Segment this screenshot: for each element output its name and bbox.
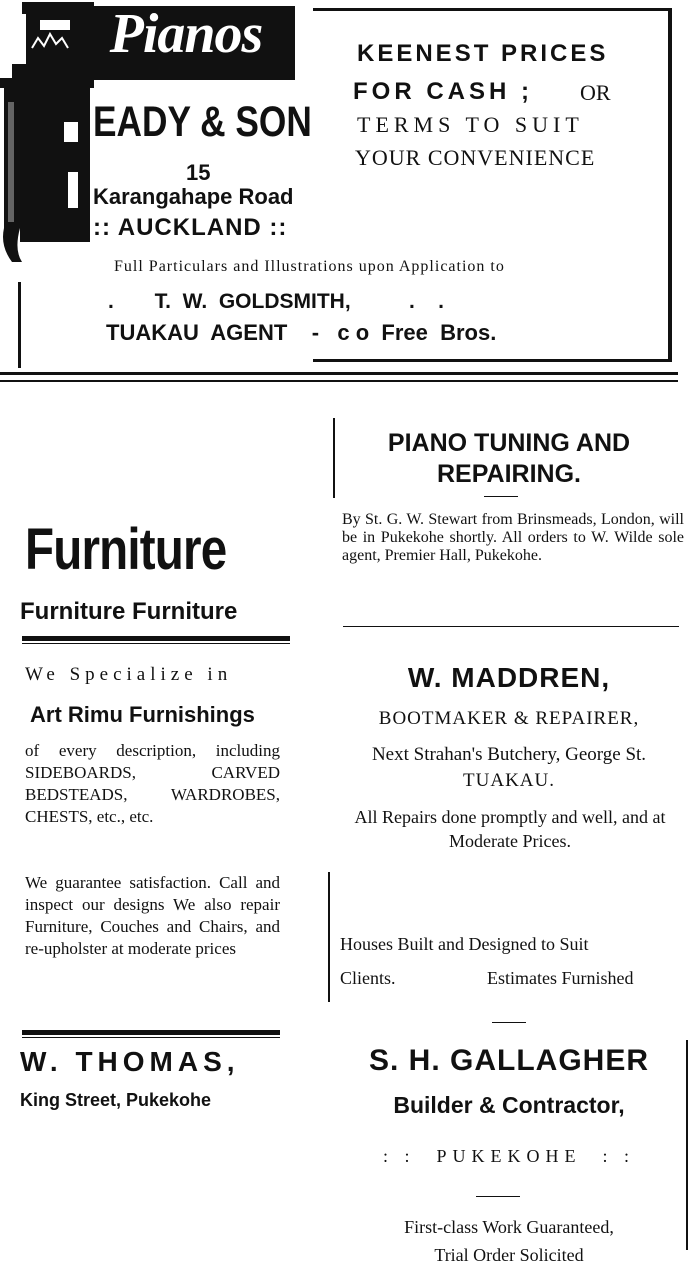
city-name: :: AUCKLAND :: — [93, 214, 288, 241]
specialty-line: Art Rimu Furnishings — [30, 702, 255, 727]
tuning-body: By St. G. W. Stewart from Brinsmeads, London, will be in Pukekohe shortly. All orders to W. Wilde sole agent, Premier Hall, Pukekohe. — [342, 511, 684, 564]
gallagher-town: : : PUKEKOHE : : — [383, 1146, 635, 1166]
price-line-3: TERMS TO SUIT — [357, 112, 584, 137]
furniture-rule-2 — [22, 1030, 280, 1035]
maddren-repairs: All Repairs done promptly and well, and at Moderate Prices. — [354, 807, 666, 851]
furniture-subheadline: Furniture Furniture — [20, 598, 238, 625]
houses-line: Houses Built and Designed to Suit — [340, 934, 589, 954]
maddren-trade: BOOTMAKER & REPAIRER, — [378, 708, 640, 729]
section-rule-top-2 — [0, 380, 678, 382]
price-line-or: OR — [580, 80, 611, 105]
gallagher-name: S. H. GALLAGHER — [368, 1044, 649, 1077]
price-line-2: FOR CASH ; — [353, 78, 533, 105]
tuning-short-rule — [484, 496, 518, 497]
price-line-4: YOUR CONVENIENCE — [355, 145, 596, 170]
agent-name: . T. W. GOLDSMITH, . . — [108, 290, 445, 313]
tuning-title: PIANO TUNING AND REPAIRING. — [387, 429, 631, 488]
section-rule-top — [0, 372, 678, 375]
tuning-bottom-rule — [343, 626, 679, 627]
maddren-name: W. MADDREN, — [407, 662, 611, 693]
firm-name: EADY & SON — [93, 98, 312, 146]
furniture-rule-1 — [22, 636, 290, 641]
furniture-proprietor: W. THOMAS, — [20, 1046, 240, 1077]
pianos-banner-title: Pianos — [109, 3, 263, 65]
price-line-1: KEENEST PRICES — [357, 40, 609, 67]
gallagher-guarantee: First-class Work Guaranteed, — [404, 1217, 614, 1237]
furniture-headline: Furniture — [25, 517, 227, 582]
maddren-address: Next Strahan's Butchery, George St. — [371, 744, 647, 765]
maddren-town: TUAKAU. — [463, 770, 555, 791]
street-number: 15 — [186, 160, 211, 185]
gallagher-rule-2 — [476, 1196, 520, 1197]
gallagher-trial: Trial Order Solicited — [434, 1245, 584, 1265]
furniture-guarantee: We guarantee satisfaction. Call and inspect our designs We also repair Furniture, Couches and Chairs, and re-upholster at moderate prices — [25, 873, 280, 958]
furniture-address: King Street, Pukekohe — [20, 1090, 212, 1110]
furniture-description: of every description, including SIDEBOARDS, CARVED BEDSTEADS, WARDROBES, CHESTS, etc., etc. — [25, 741, 280, 826]
street-name: Karangahape Road — [93, 184, 294, 209]
column-divider-1 — [333, 418, 335, 498]
agent-location: TUAKAU AGENT - c o Free Bros. — [106, 320, 497, 345]
furniture-rule-2b — [22, 1037, 280, 1038]
column-divider-2 — [328, 872, 330, 1002]
specialize-line: We Specialize in — [25, 664, 233, 685]
clients-line: Clients. — [340, 968, 396, 988]
particulars-line: Full Particulars and Illustrations upon Application to — [114, 258, 505, 275]
gallagher-short-rule — [492, 1022, 526, 1023]
estimates-line: Estimates Furnished — [487, 968, 634, 988]
pianos-advert-left-border — [18, 282, 21, 368]
gallagher-trade: Builder & Contractor, — [393, 1092, 625, 1118]
furniture-rule-1b — [22, 643, 290, 644]
